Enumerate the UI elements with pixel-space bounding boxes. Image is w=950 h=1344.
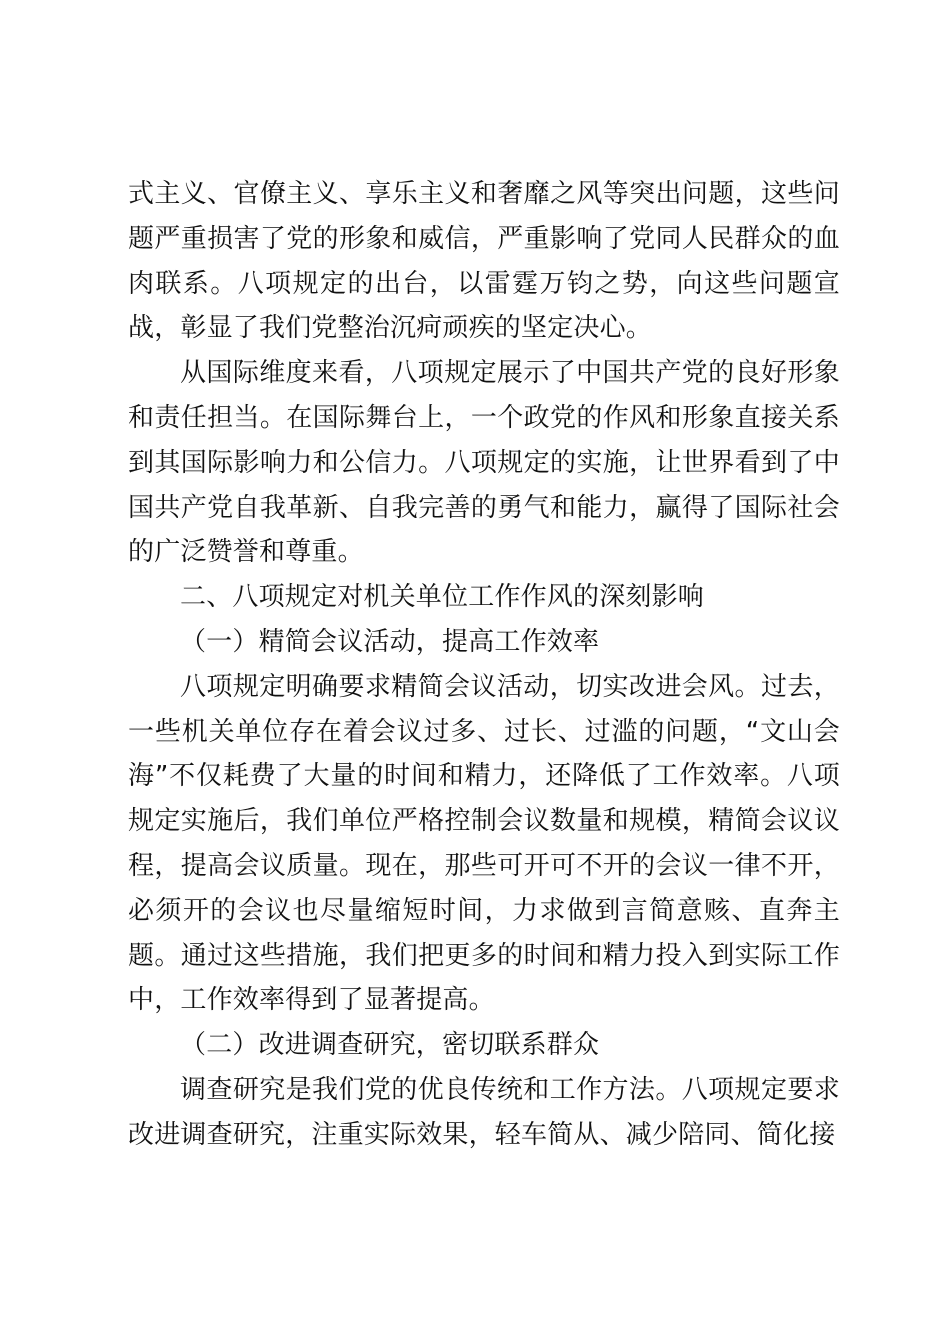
paragraph-continued: 式主义、官僚主义、享乐主义和奢靡之风等突出问题，这些问题严重损害了党的形象和威信，严重影响了党同人民群众的血肉联系。八项规定的出台，以雷霆万钧之势，向这些问题宣战，彰显了我们党整治沉疴顽疾的坚定决心。 <box>128 179 840 344</box>
section-heading-2: 二、八项规定对机关单位工作作风的深刻影响 <box>180 582 705 613</box>
paragraph-international-dimension: 从国际维度来看，八项规定展示了中国共产党的良好形象和责任担当。在国际舞台上，一个政党的作风和形象直接关系到其国际影响力和公信力。八项规定的实施，让世界看到了中国共产党自我革新、自我完善的勇气和能力，赢得了国际社会的广泛赞誉和尊重。 <box>128 358 840 568</box>
document-body <box>128 172 840 1158</box>
paragraph-meetings: 八项规定明确要求精简会议活动，切实改进会风。过去，一些机关单位存在着会议过多、过长、过滥的问题，“文山会海”不仅耗费了大量的时间和精力，还降低了工作效率。八项规定实施后，我们单位严格控制会议数量和规模，精简会议议程，提高会议质量。现在，那些可开可不开的会议一律不开，必须开的会议也尽量缩短时间，力求做到言简意赅、直奔主题。通过这些措施，我们把更多的时间和精力投入到实际工作中，工作效率得到了显著提高。 <box>128 671 840 1016</box>
paragraph-research: 调查研究是我们党的优良传统和工作方法。八项规定要求改进调查研究，注重实际效果，轻车简从、减少陪同、简化接 <box>128 1074 840 1150</box>
subsection-heading-2: （二）改进调查研究，密切联系群众 <box>180 1030 600 1061</box>
subsection-heading-1: （一）精简会议活动，提高工作效率 <box>180 626 600 657</box>
